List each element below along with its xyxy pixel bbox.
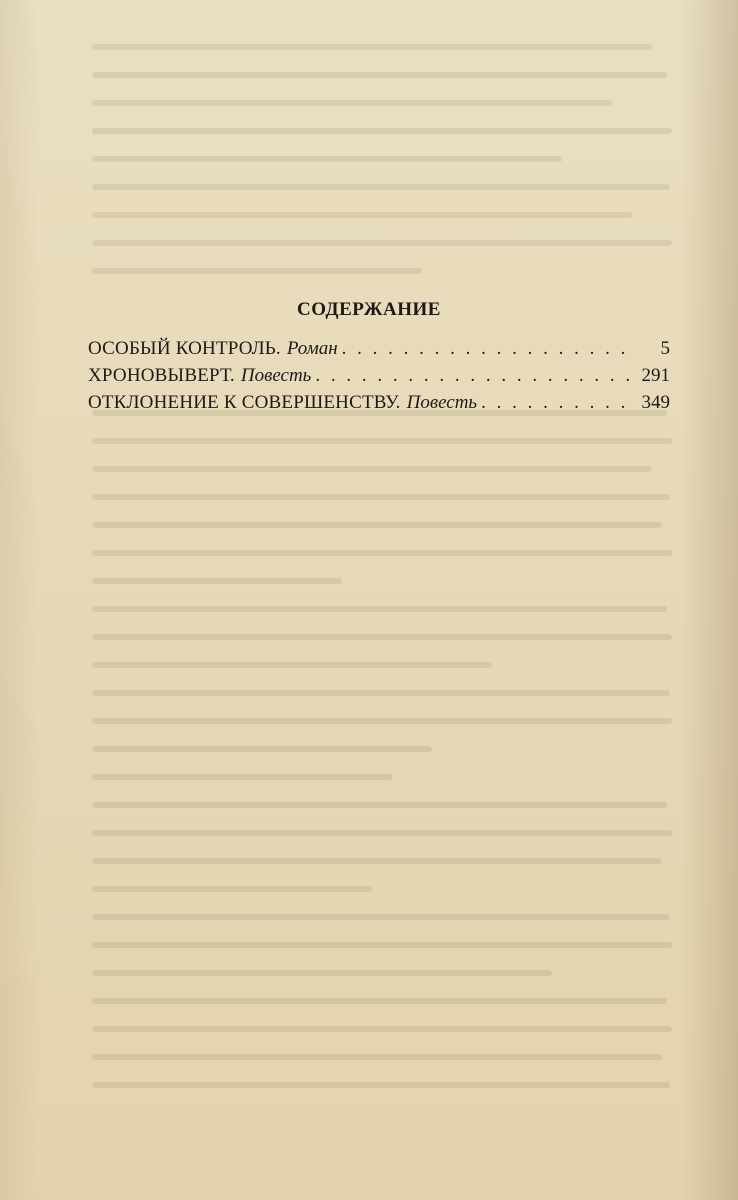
toc-entry-genre: Повесть	[240, 365, 312, 386]
toc-entry-title: ХРОНОВЫВЕРТ.	[88, 365, 235, 386]
toc-leader-dots	[315, 365, 632, 387]
toc-leader-dots	[342, 338, 632, 360]
toc-leader-dots	[481, 392, 632, 414]
show-through-background	[92, 0, 677, 1200]
toc-entry-title: ОТКЛОНЕНИЕ К СОВЕРШЕНСТВУ.	[88, 392, 401, 413]
toc-entry	[88, 338, 670, 365]
toc-entry	[88, 365, 670, 392]
toc-entry-title: ОСОБЫЙ КОНТРОЛЬ.	[88, 338, 281, 359]
contents-heading: СОДЕРЖАНИЕ	[297, 299, 441, 320]
toc-entry-genre: Роман	[286, 338, 338, 359]
toc-entry-page: 291	[641, 365, 670, 386]
table-of-contents	[88, 338, 670, 419]
toc-entry-page: 349	[641, 392, 670, 413]
toc-entry-page: 5	[660, 338, 670, 359]
toc-entry	[88, 392, 670, 419]
toc-entry-genre: Повесть	[406, 392, 478, 413]
